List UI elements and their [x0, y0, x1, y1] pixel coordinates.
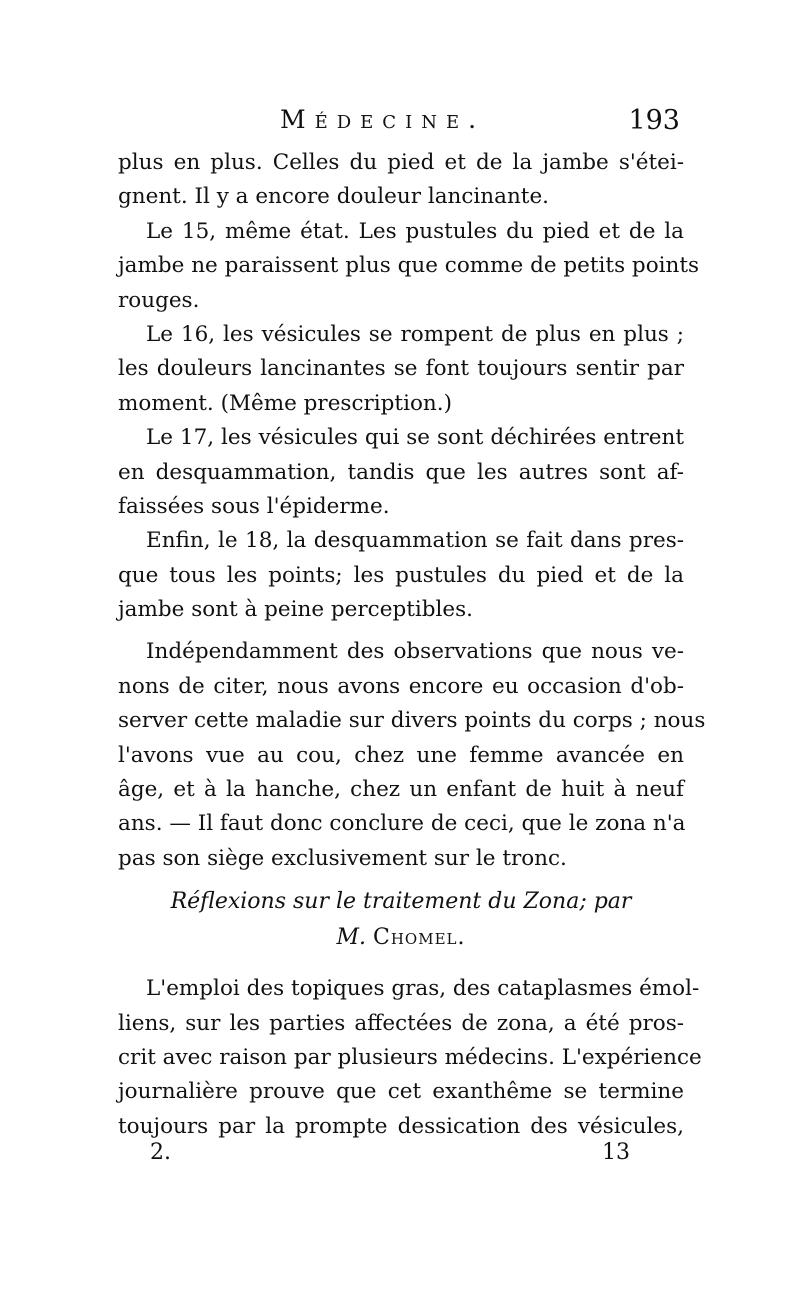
page-footer — [150, 1140, 630, 1170]
section-gap — [118, 964, 684, 972]
text-line: nons de citer, nous avons encore eu occasion d'ob- — [118, 673, 684, 699]
text-line: faissées sous l'épiderme. — [118, 493, 390, 519]
author-name: Chomel. — [373, 925, 466, 951]
text-line: les douleurs lancinantes se font toujours sentir par — [118, 356, 684, 382]
paragraph — [118, 635, 706, 876]
paragraph — [118, 972, 702, 1144]
paragraph — [118, 421, 684, 524]
author-prefix: M. — [336, 925, 367, 951]
text-line: ans. — Il faut donc conclure de ceci, que le zona n'a — [118, 811, 686, 837]
text-line: âge, et à la hanche, chez un enfant de huit à neuf — [118, 777, 684, 803]
text-line: crit avec raison par plusieurs médecins. L'expérience — [118, 1044, 702, 1070]
section-heading — [118, 884, 684, 956]
signature-mark: 2. — [150, 1140, 171, 1165]
text-line: jambe sont à peine perceptibles. — [118, 597, 473, 623]
paragraph — [118, 318, 684, 421]
text-line: L'emploi des topiques gras, des cataplasmes émol- — [146, 976, 700, 1002]
text-line: rouges. — [118, 287, 200, 313]
text-line: Enfin, le 18, la desquammation se fait dans pres- — [146, 528, 684, 554]
paragraph — [118, 146, 684, 215]
section-gap — [118, 876, 684, 884]
section-author — [118, 920, 684, 956]
sheet-number: 13 — [602, 1140, 630, 1165]
body-text — [118, 146, 706, 1144]
text-line: pas son siège exclusivement sur le tronc. — [118, 845, 567, 871]
text-line: en desquammation, tandis que les autres sont af- — [118, 459, 684, 485]
text-line: Le 16, les vésicules se rompent de plus en plus ; — [146, 321, 684, 347]
text-line: liens, sur les parties affectées de zona, a été pros- — [118, 1010, 684, 1036]
text-line: gnent. Il y a encore douleur lancinante. — [118, 184, 549, 210]
paragraph — [118, 524, 684, 627]
text-line: server cette maladie sur divers points du corps ; nous — [118, 708, 706, 734]
paragraph-gap — [118, 627, 684, 635]
page-number: 193 — [628, 105, 680, 136]
text-line: Le 15, même état. Les pustules du pied et de la — [146, 218, 684, 244]
section-gap — [118, 956, 684, 964]
text-line: plus en plus. Celles du pied et de la jambe s'étei- — [118, 150, 684, 175]
text-line: journalière prouve que cet exanthême se termine — [118, 1079, 684, 1105]
text-line: Indépendamment des observations que nous ve- — [146, 639, 684, 665]
text-line: moment. (Même prescription.) — [118, 390, 452, 416]
page-header — [120, 105, 680, 145]
section-title: Réflexions sur le traitement du Zona; par — [170, 889, 632, 915]
text-line: jambe ne paraissent plus que comme de petits points — [118, 253, 700, 279]
running-head: Médecine. — [280, 105, 486, 134]
text-line: que tous les points; les pustules du pied et de la — [118, 562, 684, 588]
text-line: l'avons vue au cou, chez une femme avancée en — [118, 742, 684, 768]
text-line: toujours par la prompte dessication des vésicules, — [118, 1113, 684, 1139]
text-line: Le 17, les vésicules qui se sont déchirées entrent — [146, 425, 684, 451]
paragraph — [118, 215, 700, 318]
